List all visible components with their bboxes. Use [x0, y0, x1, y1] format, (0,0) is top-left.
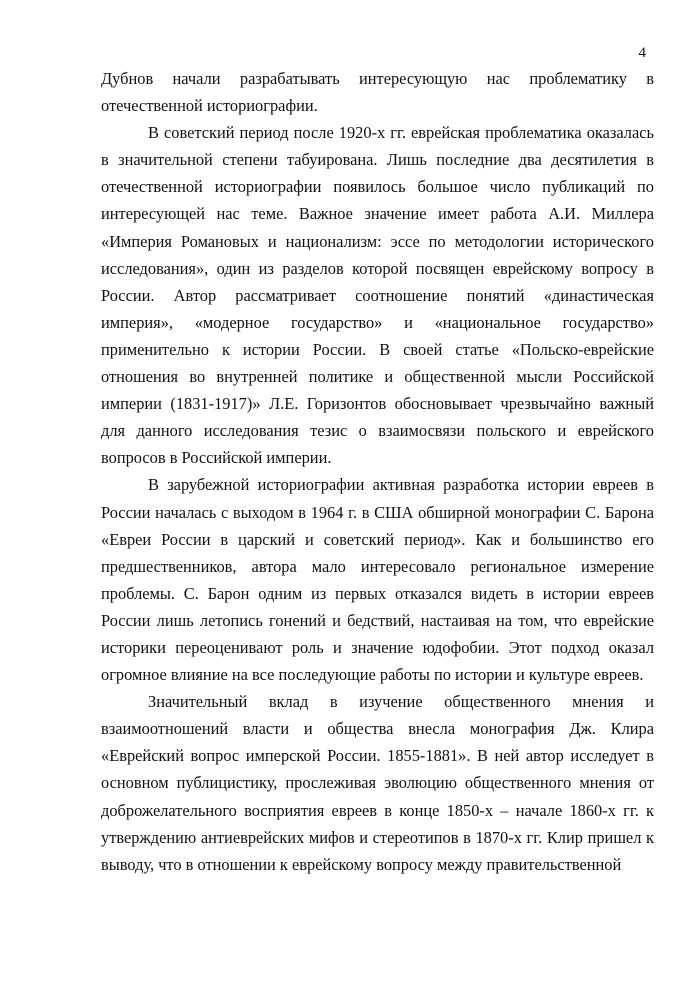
paragraph-4: Значительный вклад в изучение общественного мнения и взаимоотношений власти и общества внесла монография Дж. Клира «Еврейский вопрос имперской России. 1855-1881». В ней автор исследует в основном публицистику, прослеживая эволюцию общественного мнения от доброжелательного восприятия евреев в конце 1850-х – начале 1860-х гг. к утверждению антиеврейских мифов и стереотипов в 1870-х гг. Клир пришел к выводу, что в отношении к еврейскому вопросу между правительственной: [101, 692, 654, 874]
paragraph-1: Дубнов начали разрабатывать интересующую нас проблематику в отечественной историографии.: [101, 69, 654, 116]
page-number: 4: [638, 45, 646, 61]
document-body: [101, 65, 654, 878]
paragraph-3: В зарубежной историографии активная разработка истории евреев в России началась с выходом в 1964 г. в США обширной монографии С. Барона «Евреи России в царский и советский период». Как и большинство его предшественников, автора мало интересовало региональное измерение проблемы. С. Барон одним из первых отказался видеть в истории евреев России лишь летопись гонений и бедствий, настаивая на том, что еврейские историки переоценивают роль и значение юдофобии. Этот подход оказал огромное влияние на все последующие работы по истории и культуре евреев.: [101, 475, 654, 685]
paragraph-2: В советский период после 1920-х гг. еврейская проблематика оказалась в значительной степени табуирована. Лишь последние два десятилетия в отечественной историографии появилось большое число публикаций по интересующей нас теме. Важное значение имеет работа А.И. Миллера «Империя Романовых и национализм: эссе по методологии исторического исследования», один из разделов которой посвящен еврейскому вопросу в России. Автор рассматривает соотношение понятий «династическая империя», «модерное государство» и «национальное государство» применительно к истории России. В своей статье «Польско-еврейские отношения во внутренней политике и общественной мысли Российской империи (1831-1917)» Л.Е. Горизонтов обосновывает чрезвычайно важный для данного исследования тезис о взаимосвязи польского и еврейского вопросов в Российской империи.: [101, 123, 654, 468]
